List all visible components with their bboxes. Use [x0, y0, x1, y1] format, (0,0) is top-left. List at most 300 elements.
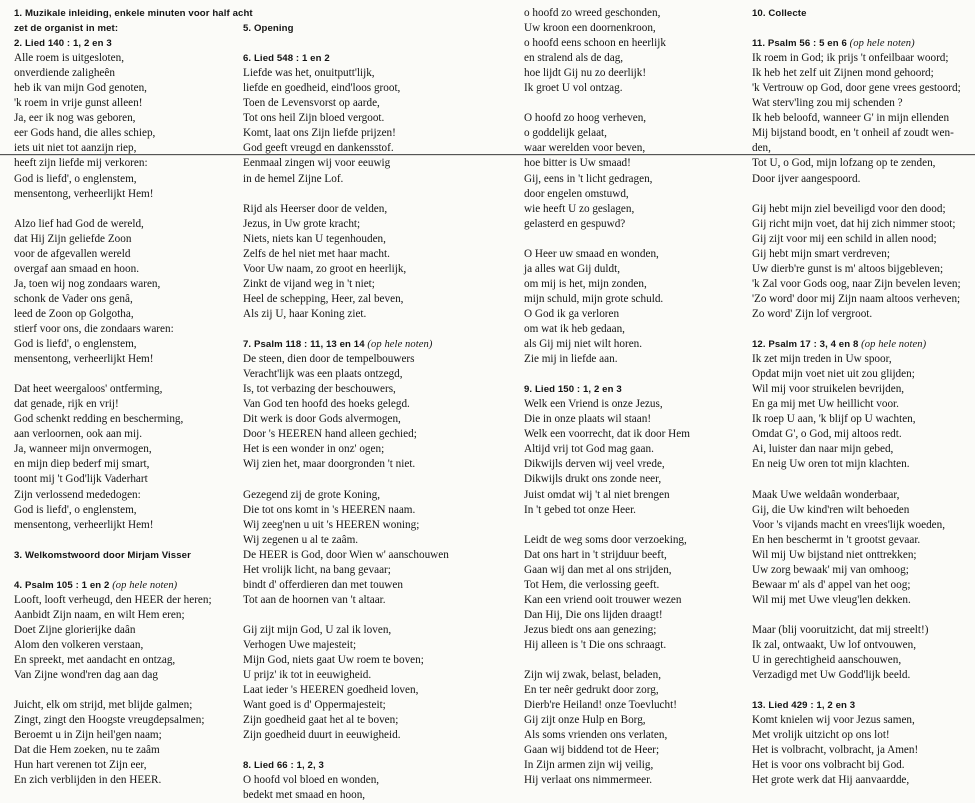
lyric-text: Zo word' Zijn lof vergroot.	[752, 307, 873, 320]
stanza-gap	[14, 563, 244, 578]
lyric-line	[14, 638, 244, 653]
lyric-line	[14, 623, 244, 638]
lyric-text: Heel de schepping, Heer, zal beven,	[243, 292, 404, 305]
lyric-text: Het grote werk dat Hij aanvaardde,	[752, 774, 910, 787]
lyric-text: Dat heet weergaloos' ontferming,	[14, 383, 163, 396]
lyric-text: als Gij mij niet wilt horen.	[524, 338, 643, 351]
lyric-line	[752, 217, 972, 232]
lyric-text: 'Zo word' door mij Zijn naam altoos verheven;	[752, 292, 961, 305]
lyric-line	[524, 427, 749, 442]
lyric-line	[752, 202, 972, 217]
lyric-line	[243, 623, 508, 638]
lyric-text: Als zij U, haar Koning ziet.	[243, 307, 367, 320]
lyric-line	[14, 472, 244, 487]
section-heading	[14, 36, 244, 51]
lyric-line	[752, 638, 972, 653]
stanza-gap	[243, 743, 508, 758]
lyric-text: Welk een Vriend is onze Jezus,	[524, 398, 663, 411]
lyric-line	[752, 563, 972, 578]
stanza-gap	[243, 6, 508, 21]
lyric-text: Laat ieder 's HEEREN goedheid loven,	[243, 684, 419, 697]
lyric-text: in de hemel Zijne Lof.	[243, 172, 344, 185]
column-3	[524, 6, 749, 788]
lyric-text: Wil mij Uw bijstand niet onttrekken;	[752, 548, 917, 561]
lyric-text: Dan Hij, Die ons lijden draagt!	[524, 608, 663, 621]
lyric-text: Ik roep U aan, 'k blijf op U wachten,	[752, 413, 916, 426]
section-heading	[752, 698, 972, 713]
stanza-gap	[752, 187, 972, 202]
lyric-text: Ik zal, ontwaakt, Uw lof ontvouwen,	[752, 638, 917, 651]
stanza-gap	[243, 36, 508, 51]
section-note: (op hele noten)	[112, 579, 178, 591]
lyric-line	[243, 96, 508, 111]
lyric-line	[14, 322, 244, 337]
lyric-text: Is, tot verbazing der beschouwers,	[243, 383, 396, 396]
lyric-line	[14, 81, 244, 96]
section-heading-text: 3. Welkomstwoord door Mirjam Visser	[14, 549, 191, 561]
lyric-line	[524, 111, 749, 126]
lyric-line	[243, 548, 508, 563]
lyric-text: God schenkt redding en bescherming,	[14, 413, 184, 426]
lyric-line	[524, 743, 749, 758]
lyric-line	[752, 442, 972, 457]
lyric-text: 'k roem in vrije gunst alleen!	[14, 97, 143, 110]
lyric-text: heeft zijn liefde mij verkoren:	[14, 157, 148, 170]
section-heading-text: 7. Psalm 118 : 11, 13 en 14	[243, 339, 365, 351]
lyric-text: mensentong, verheerlijkt Hem!	[14, 353, 154, 366]
lyric-text: En spreekt, met aandacht en ontzag,	[14, 654, 176, 667]
lyric-text: De steen, dien door de tempelbouwers	[243, 353, 415, 366]
lyric-line	[524, 126, 749, 141]
lyric-line	[14, 743, 244, 758]
stanza-gap	[14, 683, 244, 698]
lyric-text: Het is een wonder in onz' ogen;	[243, 443, 385, 456]
stanza-gap	[524, 96, 749, 111]
lyric-text: Dit werk is door Gods alvermogen,	[243, 413, 401, 426]
section-heading	[243, 51, 508, 66]
lyric-text: Gij zijt mijn God, U zal ik loven,	[243, 623, 392, 636]
lyric-line	[752, 66, 972, 81]
lyric-line	[524, 307, 749, 322]
lyric-text: Ja, toen wij nog zondaars waren,	[14, 277, 161, 290]
lyric-text: Dikwijls derven wij veel vrede,	[524, 458, 665, 471]
lyric-line	[243, 352, 508, 367]
section-heading-text: 10. Collecte	[752, 8, 807, 19]
lyric-text: onverdiende zaligheên	[14, 67, 115, 80]
lyric-line	[243, 788, 508, 803]
lyric-text: Wil mij voor struikelen bevrijden,	[752, 383, 905, 396]
lyric-line	[524, 593, 749, 608]
lyric-text: Zingt, zingt den Hoogste vreugdepsalmen;	[14, 714, 205, 727]
section-heading-text: 2. Lied 140 : 1, 2 en 3	[14, 38, 112, 50]
lyric-text: Zijn goedheid duurt in eeuwigheid.	[243, 729, 401, 742]
lyric-line	[14, 352, 244, 367]
lyric-text: Verzadigd met Uw Godd'lijk beeld.	[752, 669, 911, 682]
lyric-text: eer Gods hand, die alles schiep,	[14, 127, 156, 140]
lyric-text: Toen de Levensvorst op aarde,	[243, 97, 380, 110]
lyric-text: Niets, niets kan U tegenhouden,	[243, 232, 386, 245]
column-4	[752, 6, 972, 788]
lyric-line	[752, 593, 972, 608]
lyric-text: God is liefd', o englenstem,	[14, 338, 137, 351]
lyric-text: Gij, die Uw kind'ren wilt behoeden	[752, 503, 910, 516]
stanza-gap	[752, 322, 972, 337]
lyric-line	[243, 457, 508, 472]
lyric-line	[752, 172, 972, 187]
lyric-line	[14, 111, 244, 126]
lyric-text: En hen beschermt in 't grootst gevaar.	[752, 533, 921, 546]
lyric-line	[524, 758, 749, 773]
lyric-line	[243, 683, 508, 698]
lyric-text: Hun hart verenen tot Zijn eer,	[14, 759, 147, 772]
lyric-line	[752, 427, 972, 442]
lyric-text: God is liefd', o englenstem,	[14, 172, 137, 185]
lyric-text: aan verloornen, ook aan mij.	[14, 428, 142, 441]
lyric-text: voor de afgevallen wereld	[14, 247, 131, 260]
lyric-text: Tot Hem, die verlossing geeft.	[524, 578, 660, 591]
lyric-line	[524, 668, 749, 683]
lyric-line	[524, 472, 749, 487]
lyric-line	[243, 262, 508, 277]
lyric-line	[243, 277, 508, 292]
lyric-line	[243, 773, 508, 788]
lyric-line	[524, 713, 749, 728]
lyric-text: Gaan wij biddend tot de Heer;	[524, 744, 660, 757]
lyric-line	[524, 322, 749, 337]
lyric-text: hoe lijdt Gij nu zo deerlijk!	[524, 67, 647, 80]
lyric-line	[243, 292, 508, 307]
lyric-line	[524, 457, 749, 472]
lyric-line	[524, 156, 749, 171]
lyric-line	[14, 262, 244, 277]
lyric-text: dat genade, rijk en vrij!	[14, 398, 119, 411]
lyric-line	[14, 187, 244, 202]
lyric-line	[14, 382, 244, 397]
lyric-text: Welk een voorrecht, dat ik door Hem	[524, 428, 690, 441]
lyric-line	[243, 442, 508, 457]
lyric-text: Ik zet mijn treden in Uw spoor,	[752, 353, 892, 366]
lyric-text: liefde en goedheid, eind'loos groot,	[243, 82, 401, 95]
lyric-text: Wij zien het, maar doorgronden 't niet.	[243, 458, 416, 471]
lyric-text: Opdat mijn voet niet uit zou glijden;	[752, 368, 915, 381]
lyric-line	[752, 126, 972, 141]
lyric-line	[243, 503, 508, 518]
lyric-line	[14, 412, 244, 427]
lyric-line	[14, 51, 244, 66]
lyric-text: Aanbidt Zijn naam, en wilt Hem eren;	[14, 608, 185, 621]
stanza-gap	[243, 187, 508, 202]
stanza-gap	[752, 683, 972, 698]
lyric-line	[524, 217, 749, 232]
lyric-line	[14, 277, 244, 292]
section-heading	[243, 758, 508, 773]
lyric-line	[14, 668, 244, 683]
lyric-text: Gij zijt onze Hulp en Borg,	[524, 714, 646, 727]
lyric-line	[14, 488, 244, 503]
lyric-line	[752, 518, 972, 533]
lyric-line	[243, 518, 508, 533]
lyric-line	[752, 713, 972, 728]
stanza-gap	[243, 322, 508, 337]
stanza-gap	[752, 21, 972, 36]
lyric-line	[524, 202, 749, 217]
lyric-text: mijn schuld, mijn grote schuld.	[524, 292, 664, 305]
lyric-text: overgaf aan smaad en hoon.	[14, 262, 139, 275]
lyric-text: O hoofd zo hoog verheven,	[524, 112, 647, 125]
lyric-text: gelasterd en gespuwd?	[524, 217, 626, 230]
lyric-line	[752, 533, 972, 548]
lyric-text: Die tot ons komt in 's HEEREN naam.	[243, 503, 416, 516]
lyric-text: en stralend als de dag,	[524, 52, 624, 65]
lyric-line	[524, 533, 749, 548]
lyric-text: mensentong, verheerlijkt Hem!	[14, 187, 154, 200]
stanza-gap	[14, 202, 244, 217]
lyric-text: De HEER is God, door Wien w' aanschouwen	[243, 548, 449, 561]
lyric-line	[14, 397, 244, 412]
lyric-line	[243, 488, 508, 503]
lyric-line	[243, 156, 508, 171]
lyric-line	[752, 247, 972, 262]
lyric-line	[14, 728, 244, 743]
section-heading	[243, 21, 508, 36]
lyric-text: Ik roem in God; ik prijs 't onfeilbaar woord;	[752, 52, 949, 65]
lyric-line	[14, 337, 244, 352]
lyric-line	[524, 292, 749, 307]
lyric-text: Ik heb beloofd, wanneer G' in mijn ellenden	[752, 112, 950, 125]
lyric-text: ja alles wat Gij duldt,	[524, 262, 621, 275]
lyric-line	[752, 728, 972, 743]
lyric-text: Wij zeeg'nen u uit 's HEEREN woning;	[243, 518, 420, 531]
lyric-text: Alle roem is uitgesloten,	[14, 52, 124, 65]
lyric-line	[243, 217, 508, 232]
lyric-line	[752, 277, 972, 292]
lyric-line	[752, 51, 972, 66]
stanza-gap	[243, 608, 508, 623]
lyric-text: wie heeft U zo geslagen,	[524, 202, 635, 215]
lyric-text: O hoofd vol bloed en wonden,	[243, 774, 380, 787]
lyric-line	[14, 247, 244, 262]
lyric-text: Tot ons heil Zijn bloed vergoot.	[243, 112, 385, 125]
column-1	[14, 6, 253, 788]
lyric-text: Dat die Hem zoeken, nu te zaâm	[14, 744, 160, 757]
lyric-line	[524, 683, 749, 698]
lyric-line	[14, 457, 244, 472]
lyric-line	[243, 126, 508, 141]
lyric-text: Uw zorg bewaak' mij van omhoog;	[752, 563, 909, 576]
section-heading	[752, 337, 972, 352]
lyric-text: Eenmaal zingen wij voor eeuwig	[243, 157, 391, 170]
lyric-text: Jezus biedt ons aan genezing;	[524, 623, 657, 636]
section-heading-text: 11. Psalm 56 : 5 en 6	[752, 38, 847, 50]
section-heading-text: 5. Opening	[243, 23, 294, 35]
lyric-text: Liefde was het, onuitputt'lijk,	[243, 67, 375, 80]
lyric-text: Ai, luister dan naar mijn gebed,	[752, 443, 894, 456]
stanza-gap	[524, 653, 749, 668]
column-2	[243, 6, 508, 803]
lyric-line	[752, 382, 972, 397]
lyric-text: Komt knielen wij voor Jezus samen,	[752, 714, 915, 727]
lyric-text: Gij, eens in 't licht gedragen,	[524, 172, 653, 185]
lyric-line	[243, 638, 508, 653]
lyric-line	[524, 247, 749, 262]
lyric-line	[524, 728, 749, 743]
stanza-gap	[243, 472, 508, 487]
lyric-line	[243, 698, 508, 713]
lyric-line	[14, 593, 244, 608]
lyric-text: Door 's HEEREN hand alleen gechied;	[243, 428, 417, 441]
lyric-line	[524, 638, 749, 653]
section-note: (op hele noten)	[849, 38, 915, 50]
lyric-line	[14, 713, 244, 728]
lyric-line	[14, 698, 244, 713]
lyric-line	[524, 578, 749, 593]
lyric-line	[14, 156, 244, 171]
lyric-text: 'k Zal voor Gods oog, naar Zijn bevelen leven;	[752, 277, 961, 290]
lyric-line	[524, 36, 749, 51]
lyric-text: Omdat G', o God, mij altoos redt.	[752, 428, 902, 441]
lyric-line	[243, 397, 508, 412]
stanza-gap	[14, 367, 244, 382]
lyric-line	[243, 111, 508, 126]
lyric-line	[14, 217, 244, 232]
lyric-text: Uw dierb're gunst is m' altoos bijgebleven;	[752, 262, 944, 275]
section-heading-text: 12. Psalm 17 : 3, 4 en 8	[752, 339, 859, 351]
section-heading	[14, 6, 253, 21]
lyric-text: Gaan wij dan met al ons strijden,	[524, 563, 672, 576]
lyric-line	[524, 442, 749, 457]
lyric-text: Zie mij in liefde aan.	[524, 353, 618, 366]
lyric-text: Ja, eer ik nog was geboren,	[14, 112, 136, 125]
lyric-line	[752, 397, 972, 412]
lyric-text: Zijn goedheid gaat het al te boven;	[243, 714, 399, 727]
lyric-line	[14, 126, 244, 141]
lyric-text: Alom den volkeren verstaan,	[14, 638, 144, 651]
lyric-line	[14, 292, 244, 307]
lyric-text: waar werelden voor beven,	[524, 142, 646, 155]
lyric-line	[524, 51, 749, 66]
lyric-text: Want goed is d' Oppermajesteit;	[243, 699, 386, 712]
lyric-text: Altijd vrij tot God mag gaan.	[524, 443, 654, 456]
lyric-line	[14, 653, 244, 668]
page-fold-shadow	[0, 155, 975, 156]
lyric-line	[243, 728, 508, 743]
lyric-text: Bewaar m' als d' appel van het oog;	[752, 578, 911, 591]
section-heading	[752, 6, 972, 21]
lyric-text: Mij bijstand boodt, en 't onheil af zoudt wen-	[752, 127, 954, 140]
lyric-line	[243, 367, 508, 382]
lyric-text: Uw kroon een doornenkroon,	[524, 22, 656, 35]
section-note: (op hele noten)	[861, 339, 927, 351]
lyric-text: Veracht'lijk was een plaats ontzegd,	[243, 368, 403, 381]
section-heading-text: 9. Lied 150 : 1, 2 en 3	[524, 384, 622, 396]
lyric-text: Hij verlaat ons nimmermeer.	[524, 774, 652, 787]
section-heading	[243, 337, 508, 352]
lyric-text: Ik groet U vol ontzag.	[524, 82, 623, 95]
lyric-line	[752, 307, 972, 322]
lyric-text: Zinkt de vijand weg in 't niet;	[243, 277, 375, 290]
lyric-line	[752, 743, 972, 758]
stanza-gap	[752, 472, 972, 487]
lyric-text: Gij hebt mijn smart verdreven;	[752, 247, 890, 260]
lyric-line	[14, 307, 244, 322]
lyric-line	[524, 337, 749, 352]
lyric-text: God geeft vreugd en dankensstof.	[243, 142, 394, 155]
lyric-line	[243, 427, 508, 442]
lyric-text: En zich verblijden in den HEER.	[14, 774, 162, 787]
lyric-line	[14, 442, 244, 457]
lyric-text: Dierb're Heiland! onze Toevlucht!	[524, 699, 677, 712]
lyric-text: Beroemt u in Zijn heil'gen naam;	[14, 729, 162, 742]
lyric-text: Voor 's vijands macht en vrees'lijk woeden,	[752, 518, 946, 531]
lyric-text: Tot aan de hoornen van 't altaar.	[243, 593, 386, 606]
lyric-text: o goddelijk gelaat,	[524, 127, 607, 140]
lyric-line	[14, 503, 244, 518]
lyric-text: En neig Uw oren tot mijn klachten.	[752, 458, 910, 471]
lyric-line	[752, 111, 972, 126]
lyric-text: Juicht, elk om strijd, met blijde galmen;	[14, 699, 193, 712]
lyric-line	[752, 488, 972, 503]
lyric-line	[243, 307, 508, 322]
lyric-text: Gij zijt voor mij een schild in allen nood;	[752, 232, 937, 245]
lyric-text: Gij hebt mijn ziel beveiligd voor den dood;	[752, 202, 946, 215]
lyric-line	[14, 427, 244, 442]
lyric-text: stierf voor ons, die zondaars waren:	[14, 322, 174, 335]
lyric-text: hoe bitter is Uw smaad!	[524, 157, 631, 170]
section-note: (op hele noten)	[367, 339, 433, 351]
lyric-line	[14, 608, 244, 623]
lyric-text: Alzo lief had God de wereld,	[14, 217, 144, 230]
lyric-line	[752, 81, 972, 96]
lyric-text: en mijn diep bederf mij smart,	[14, 458, 150, 471]
stanza-gap	[752, 608, 972, 623]
lyric-text: Zijn wij zwak, belast, beladen,	[524, 669, 662, 682]
lyric-line	[243, 382, 508, 397]
section-heading	[14, 548, 244, 563]
lyric-text: schonk de Vader ons genâ,	[14, 292, 133, 305]
lyric-text: In 't gebed tot onze Heer.	[524, 503, 636, 516]
lyric-line	[243, 533, 508, 548]
lyric-line	[752, 352, 972, 367]
section-heading	[14, 578, 244, 593]
lyric-text: Hij alleen is 't Die ons schraagt.	[524, 638, 667, 651]
lyric-line	[752, 292, 972, 307]
lyric-text: Als soms vrienden ons verlaten,	[524, 729, 668, 742]
lyric-text: Door ijver aangespoord.	[752, 172, 861, 185]
lyric-text: Doet Zijne glorierijke daân	[14, 623, 136, 636]
section-heading	[752, 36, 972, 51]
lyric-text: Ja, wanneer mijn onvermogen,	[14, 443, 152, 456]
lyric-text: Zijn verlossend mededogen:	[14, 488, 141, 501]
lyric-text: En ter neêr gedrukt door zorg,	[524, 684, 659, 697]
lyric-text: Maar (blij vooruitzicht, dat mij streelt!)	[752, 623, 929, 636]
lyric-text: Dat ons hart in 't strijduur beeft,	[524, 548, 667, 561]
lyric-text: bindt d' offerdieren dan met touwen	[243, 578, 403, 591]
lyric-text: mensentong, verheerlijkt Hem!	[14, 518, 154, 531]
section-heading-text: 6. Lied 548 : 1 en 2	[243, 53, 330, 65]
lyric-line	[524, 352, 749, 367]
lyric-line	[524, 6, 749, 21]
lyric-line	[524, 412, 749, 427]
section-heading-text: 4. Psalm 105 : 1 en 2	[14, 579, 110, 591]
lyric-line	[243, 563, 508, 578]
lyric-line	[752, 232, 972, 247]
lyric-line	[752, 503, 972, 518]
section-heading-text: 8. Lied 66 : 1, 2, 3	[243, 760, 324, 772]
lyric-line	[243, 66, 508, 81]
lyric-line	[524, 608, 749, 623]
lyric-text: om mij is het, mijn zonden,	[524, 277, 647, 290]
lyric-text: Het is voor ons volbracht bij God.	[752, 759, 905, 772]
